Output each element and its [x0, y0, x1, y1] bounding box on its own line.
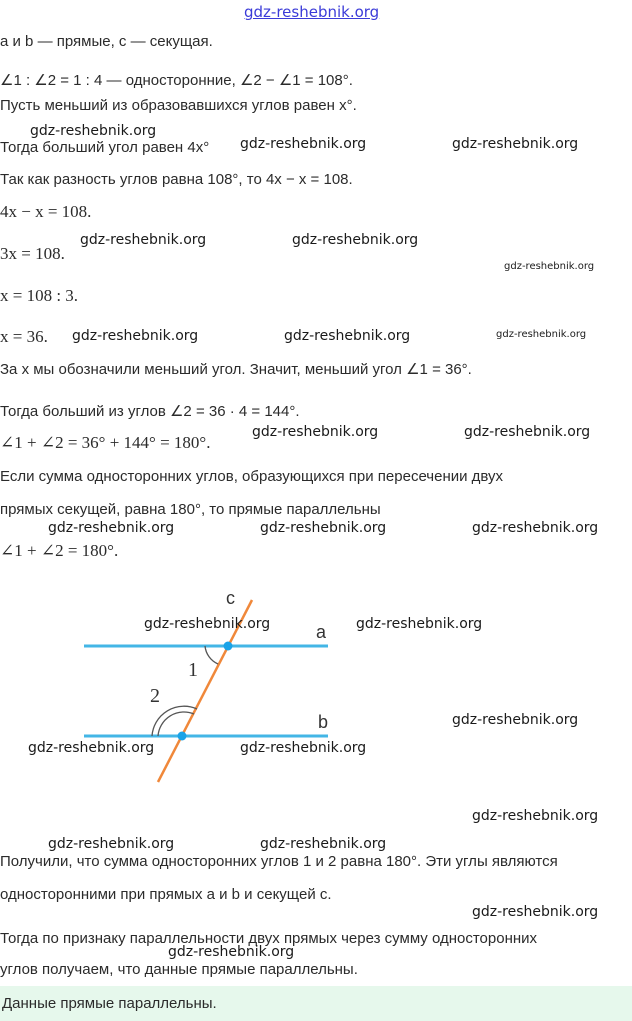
watermark: gdz-reshebnik.org	[28, 740, 155, 756]
math-line: x = 36.	[0, 327, 48, 346]
watermark: gdz-reshebnik.org	[48, 836, 175, 852]
watermark: gdz-reshebnik.org	[496, 329, 587, 340]
intersection-point-b	[178, 732, 187, 741]
watermark: gdz-reshebnik.org	[452, 136, 579, 152]
watermark: gdz-reshebnik.org	[30, 123, 157, 139]
answer-box: Данные прямые параллельны.	[0, 986, 632, 1021]
math-line: ∠1 + ∠2 = 180°.	[0, 541, 119, 560]
text-line: Тогда по признаку параллельности двух прямых через сумму односторонних	[0, 930, 538, 947]
watermark: gdz-reshebnik.org	[260, 520, 387, 536]
watermark: gdz-reshebnik.org	[80, 232, 207, 248]
text-line: Тогда больший угол равен 4x°	[0, 139, 210, 156]
text-line: a и b — прямые, c — секущая.	[0, 33, 213, 50]
text-line: углов получаем, что данные прямые параллельны.	[0, 961, 358, 978]
text-line: Если сумма односторонних углов, образующихся при пересечении двух	[0, 468, 504, 485]
watermark: gdz-reshebnik.org	[356, 616, 483, 632]
label-b: b	[318, 712, 329, 732]
math-line: ∠1 + ∠2 = 36° + 144° = 180°.	[0, 433, 211, 452]
math-line: 4x − x = 108.	[0, 202, 92, 221]
math-line: 3x = 108.	[0, 244, 65, 263]
label-a: a	[316, 622, 327, 642]
text-line: ∠1 : ∠2 = 1 : 4 — односторонние, ∠2 − ∠1 = 108°.	[0, 72, 353, 89]
watermark: gdz-reshebnik.org	[452, 712, 579, 728]
label-c: c	[226, 588, 235, 608]
watermark: gdz-reshebnik.org	[72, 328, 199, 344]
watermark: gdz-reshebnik.org	[144, 616, 271, 632]
parallel-lines-figure	[0, 580, 632, 790]
math-line: x = 108 : 3.	[0, 286, 79, 305]
intersection-point-a	[224, 642, 233, 651]
text-line: Тогда больший из углов ∠2 = 36 · 4 = 144°.	[0, 403, 300, 420]
text-line: прямых секущей, равна 180°, то прямые параллельны	[0, 501, 381, 518]
watermark: gdz-reshebnik.org	[240, 740, 367, 756]
watermark: gdz-reshebnik.org	[504, 261, 595, 272]
angle-1-arc	[205, 646, 218, 664]
watermark: gdz-reshebnik.org	[240, 136, 367, 152]
watermark: gdz-reshebnik.org	[260, 836, 387, 852]
text-line: Пусть меньший из образовавшихся углов равен x°.	[0, 97, 357, 114]
watermark: gdz-reshebnik.org	[252, 424, 379, 440]
text-line: Так как разность углов равна 108°, то 4x − x = 108.	[0, 171, 353, 188]
watermark: gdz-reshebnik.org	[284, 328, 411, 344]
text-line: односторонними при прямых a и b и секущей c.	[0, 886, 332, 903]
watermark: gdz-reshebnik.org	[464, 424, 591, 440]
watermark: gdz-reshebnik.org	[472, 904, 599, 920]
text-line: Получили, что сумма односторонних углов 1 и 2 равна 180°. Эти углы являются	[0, 853, 558, 870]
label-angle-2: 2	[150, 685, 160, 707]
watermark: gdz-reshebnik.org	[292, 232, 419, 248]
watermark: gdz-reshebnik.org	[472, 520, 599, 536]
label-angle-1: 1	[188, 659, 198, 681]
watermark-link[interactable]: gdz-reshebnik.org	[244, 3, 380, 21]
watermark: gdz-reshebnik.org	[168, 944, 295, 960]
text-line: За x мы обозначили меньший угол. Значит, меньший угол ∠1 = 36°.	[0, 361, 472, 378]
watermark: gdz-reshebnik.org	[472, 808, 599, 824]
watermark: gdz-reshebnik.org	[48, 520, 175, 536]
